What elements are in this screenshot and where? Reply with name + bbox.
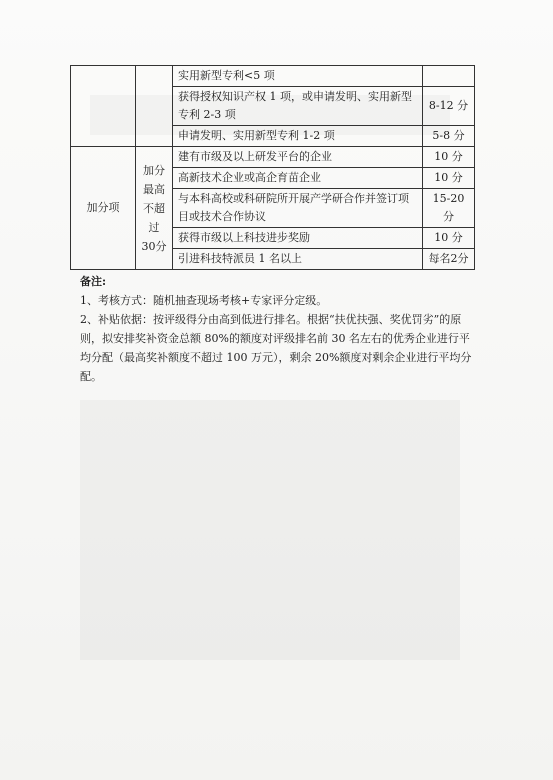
bonus-limit-cell: 加分最高不超过 30分 (136, 147, 173, 270)
notes-section (80, 272, 476, 386)
table-cell-empty (71, 66, 136, 147)
score-cell: 每名2分 (423, 249, 475, 270)
criterion-cell: 实用新型专利<5 项 (173, 66, 423, 87)
criterion-cell: 获得授权知识产权 1 项，或申请发明、实用新型专利 2-3 项 (173, 87, 423, 126)
criterion-cell: 获得市级以上科技进步奖励 (173, 228, 423, 249)
score-cell: 10 分 (423, 147, 475, 168)
criterion-cell: 引进科技特派员 1 名以上 (173, 249, 423, 270)
note-item-assessment: 1、考核方式：随机抽查现场考核+专家评分定级。 (80, 294, 328, 307)
table-cell-empty (136, 66, 173, 147)
score-cell: 10 分 (423, 228, 475, 249)
note-item-subsidy: 2、补贴依据：按评级得分由高到低进行排名。根据“扶优扶强、奖优罚劣”的原则，拟安排奖补资金总额 80%的额度对评级排名前 30 名左右的优秀企业进行平均分配（最高奖补额度不超过 100 万元），剩余 20%额度对剩余企业进行平均分配。 (80, 313, 472, 383)
score-cell: 15-20 分 (423, 189, 475, 228)
score-cell: 10 分 (423, 168, 475, 189)
criterion-cell: 高新技术企业或高企育苗企业 (173, 168, 423, 189)
table-row (71, 66, 475, 87)
criterion-cell: 建有市级及以上研发平台的企业 (173, 147, 423, 168)
notes-title: 备注: (80, 275, 107, 288)
bleed-through-shadow (80, 400, 460, 660)
score-cell: 8-12 分 (423, 87, 475, 126)
criterion-cell: 与本科高校或科研院所开展产学研合作并签订项目或技术合作协议 (173, 189, 423, 228)
criterion-cell: 申请发明、实用新型专利 1-2 项 (173, 126, 423, 147)
score-cell: 5-8 分 (423, 126, 475, 147)
bonus-category-cell: 加分项 (71, 147, 136, 270)
table-row (71, 147, 475, 168)
scoring-table (70, 65, 475, 270)
score-cell (423, 66, 475, 87)
